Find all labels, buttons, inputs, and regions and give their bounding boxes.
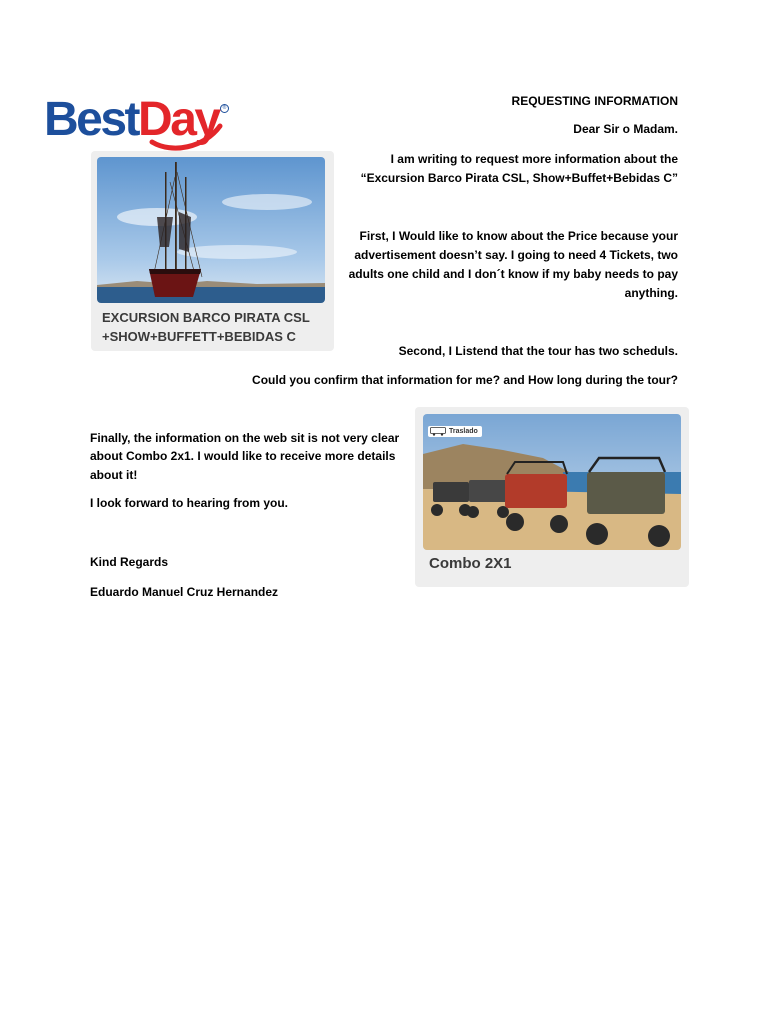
intro-line-1: I am writing to request more information about the [390, 152, 678, 166]
logo-word-best: Best [44, 93, 139, 146]
sign-off: Kind Regards [90, 555, 169, 569]
para3-line-2: about Combo 2x1. I would like to receive more details [90, 449, 396, 463]
bestday-logo [44, 93, 234, 152]
van-icon [430, 427, 446, 436]
para2-line-2: Could you confirm that information for me? and How long during the tour? [252, 373, 678, 387]
registered-mark: ® [220, 104, 229, 113]
pirate-ship-image [97, 157, 325, 303]
para2-line-1: Second, I Listend that the tour has two scheduls. [398, 344, 678, 358]
logo-word-day: Day [138, 93, 219, 146]
para1-line-3: adults one child and I don´t know if my baby needs to pay [348, 267, 678, 281]
combo-card-title: Combo 2X1 [429, 555, 512, 572]
salutation: Dear Sir o Madam. [573, 122, 678, 136]
para1-line-2: advertisement doesn’t say. I going to need 4 Tickets, two [354, 248, 678, 262]
traslado-label: Traslado [449, 428, 478, 435]
signature: Eduardo Manuel Cruz Hernandez [90, 585, 279, 599]
pirate-card-title-line-1: EXCURSION BARCO PIRATA CSL [102, 310, 310, 325]
intro-line-2: “Excursion Barco Pirata CSL, Show+Buffet+Bebidas C” [360, 171, 678, 185]
closing-line: I look forward to hearing from you. [90, 496, 289, 510]
heading: REQUESTING INFORMATION [511, 94, 678, 108]
para3-line-1: Finally, the information on the web sit is not very clear [90, 431, 400, 445]
combo-card [415, 407, 689, 587]
para3-line-3: about it! [90, 468, 138, 482]
pirate-ship-card [91, 151, 334, 351]
para1-line-4: anything. [624, 286, 678, 300]
traslado-badge [428, 426, 482, 437]
pirate-card-title-line-2: +SHOW+BUFFETT+BEBIDAS C [102, 329, 296, 344]
para1-line-1: First, I Would like to know about the Price because your [359, 229, 678, 243]
